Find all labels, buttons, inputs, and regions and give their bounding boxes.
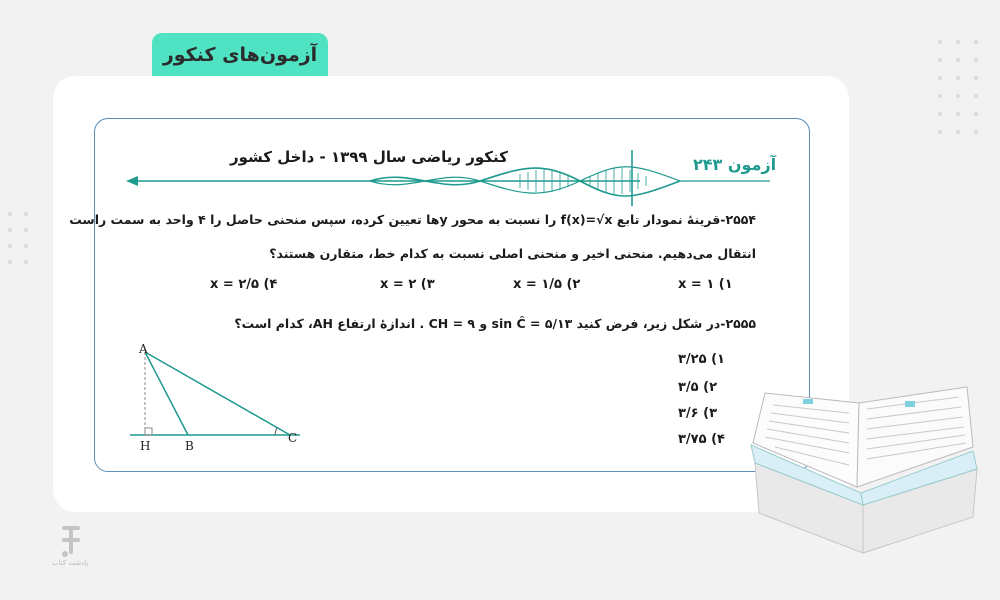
q2555-option-4: ۴) ۳/۷۵ [678,432,725,447]
page-title: کنکور ریاضی سال ۱۳۹۹ - داخل کشور [230,148,508,166]
category-badge [152,33,328,77]
q2554-option-3: x = ۲ (۳ [380,277,435,292]
category-badge-label: آزمون‌های کنکور [162,44,318,66]
vertex-a-label: A [139,342,148,356]
q2554-option-1: x = ۱ (۱ [678,277,733,292]
q2555-option-3: ۳) ۳/۶ [678,406,718,421]
q2555-option-1: ۱) ۳/۲۵ [678,352,725,367]
vertex-h-label: H [140,439,151,453]
q2554-option-4: x = ۲/۵ (۴ [210,277,278,292]
open-book-image [745,385,985,565]
question-2554-line-1: ۲۵۵۴-قرینهٔ نمودار تابع f(x)=√x را نسبت به محور yها تعیین کرده، سپس منحنی حاصل را ۴ واحد به سمت راست [69,212,756,227]
vertex-c-label: C [288,431,298,445]
q2554-option-2: x = ۱/۵ (۲ [513,277,581,292]
brand-name: پادشت کتاب [52,559,89,567]
q2555-option-2: ۲) ۳/۵ [678,380,718,395]
brand-logo-icon [56,522,84,562]
triangle-figure [125,340,315,455]
question-2554-line-2: انتقال می‌دهیم. منحنی اخیر و منحنی اصلی نسبت به کدام خط، متقارن هستند؟ [269,246,756,261]
vertex-b-label: B [185,439,194,453]
question-2555: ۲۵۵۵-در شکل زیر، فرض کنید sin Ĉ = ۵/۱۳ و CH = ۹ . اندازهٔ ارتفاع AH، کدام است؟ [234,316,756,331]
exam-number: آزمون ۲۴۳ [693,155,777,174]
